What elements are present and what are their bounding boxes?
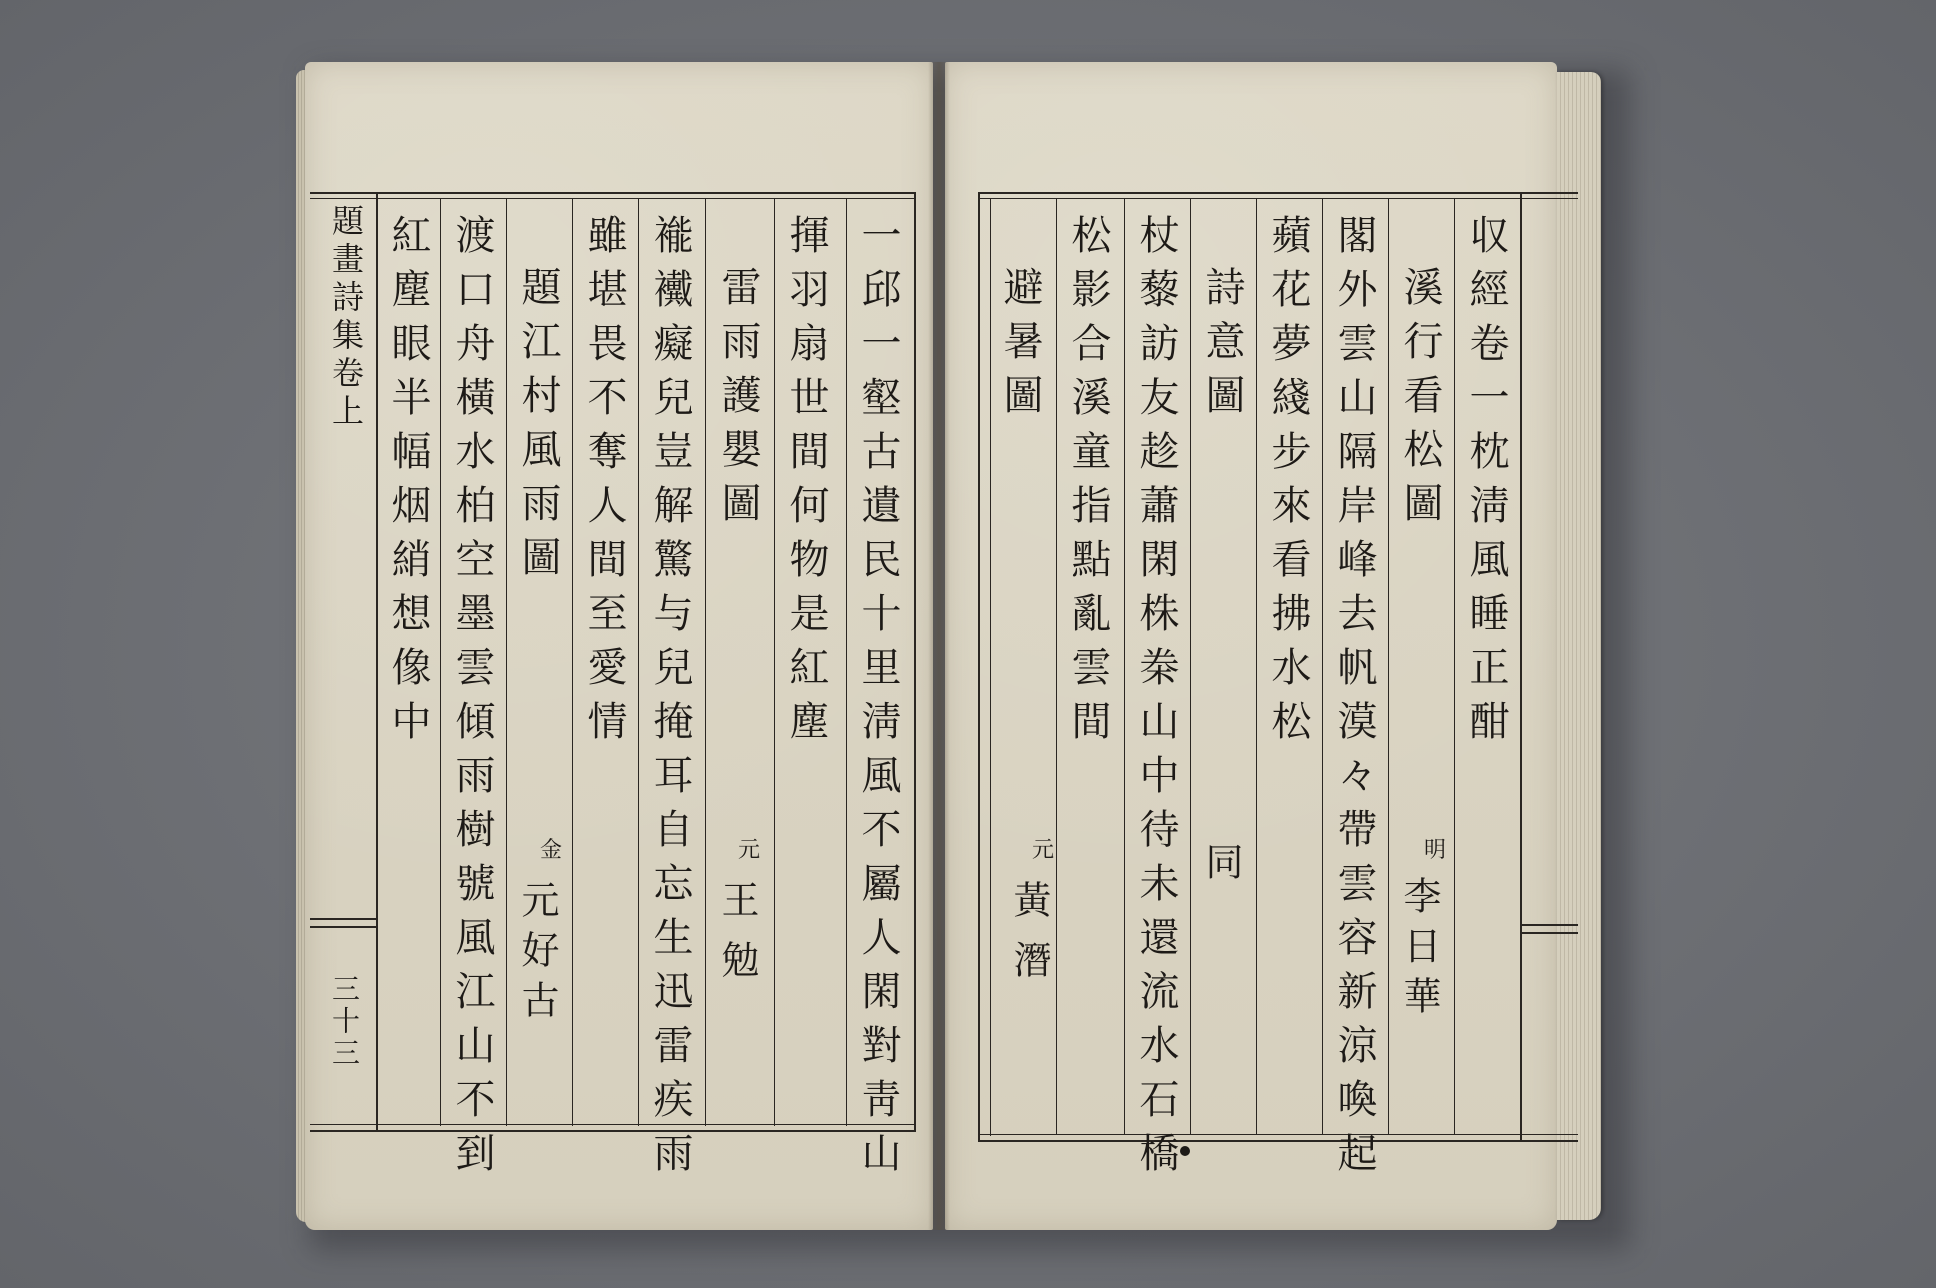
text-column-1: 一邱一壑古遺民十里淸風不屬人閑對靑山 [855,214,901,1186]
margin-title: 題畫詩集卷上 [327,204,365,432]
text-column-4: 杖藜訪友趁蕭閑株桊山中待未還流水石橋 [1133,214,1179,1186]
poem-title-1: 雷雨護嬰圖 [715,266,761,536]
text-column-3: 蘋花夢綫步來看拂水松 [1265,214,1311,754]
text-column-2: 揮羽扇世間何物是紅塵 [783,214,829,754]
author-dynasty: 元 [1032,838,1055,863]
author-dynasty: 金 [540,838,563,863]
text-column-4: 雖堪畏不奪人間至愛情 [581,214,627,754]
text-column-5: 渡口舟橫水柏空墨雲傾雨樹號風江山不到 [449,214,495,1186]
folio-number: 三十三 [328,974,361,1070]
poem-title-1: 溪行看松圖 [1397,266,1443,536]
author-name: 元好古 [515,880,559,1030]
book-gutter [928,62,950,1230]
poem-title-3: 避暑圖 [997,266,1043,428]
same-author-mark: 同 [1199,842,1243,902]
text-column-1: 収經卷一枕淸風睡正酣 [1463,214,1509,754]
author-name: 李日華 [1397,876,1441,1026]
text-column-3: 褦襶癡兒豈解驚与兒掩耳自忘生迅雷疾雨 [647,214,693,1186]
text-column-5: 松影合溪童指點亂雲間 [1065,214,1111,754]
ink-dot [1180,1146,1190,1156]
poem-title-2: 題江村風雨圖 [515,266,561,590]
text-column-6: 紅塵眼半幅烟綃想像中 [385,214,431,754]
author-name: 黃潛 [1007,880,1051,1000]
text-column-2: 閣外雲山隔岸峰去帆漠々帶雲容新涼喚起 [1331,214,1377,1186]
author-dynasty: 明 [1424,838,1447,863]
author-dynasty: 元 [738,838,761,863]
right-page-edges [1557,72,1601,1220]
poem-title-2: 詩意圖 [1199,266,1245,428]
author-name: 王勉 [715,880,759,1000]
